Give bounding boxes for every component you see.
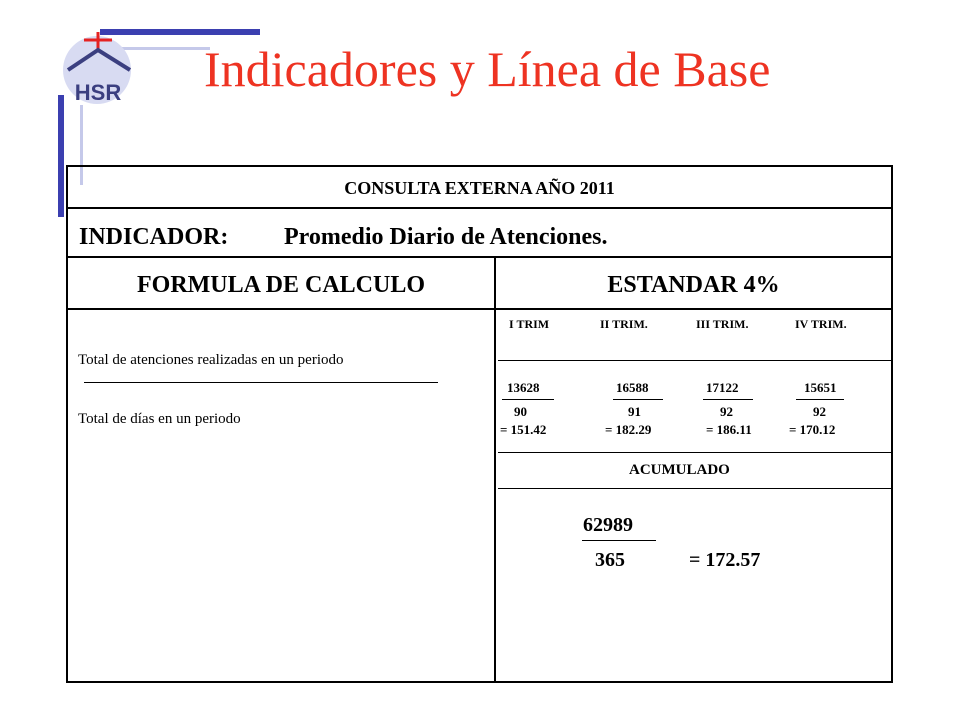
accumulated-bottom-divider <box>498 488 891 489</box>
quarter-1-fraction-line <box>502 399 554 400</box>
quarter-4-numerator: 15651 <box>804 380 837 395</box>
row-divider <box>68 207 891 209</box>
quarter-4-denominator: 92 <box>813 404 826 419</box>
hospital-logo-icon <box>60 30 140 110</box>
quarter-3-label: III TRIM. <box>696 317 749 331</box>
quarter-4-label: IV TRIM. <box>795 317 847 331</box>
quarter-3-numerator: 17122 <box>706 380 739 395</box>
quarter-1-result: = 151.42 <box>500 422 547 437</box>
quarter-4-result: = 170.12 <box>789 422 836 437</box>
logo-letters: HSR <box>74 80 122 105</box>
decorative-left-bar <box>58 95 64 217</box>
quarter-1-label: I TRIM <box>509 317 550 331</box>
page-title: Indicadores y Línea de Base <box>204 41 771 97</box>
accumulated-denominator: 365 <box>595 549 625 571</box>
indicator-table <box>66 165 893 683</box>
formula-numerator: Total de atenciones realizadas en un periodo <box>78 352 344 368</box>
indicator-label: INDICADOR: <box>79 224 229 250</box>
column-divider <box>494 256 496 681</box>
quarter-2-denominator: 91 <box>628 404 641 419</box>
accumulated-fraction-line <box>582 540 656 541</box>
quarter-2-fraction-line <box>613 399 663 400</box>
quarter-header-divider <box>498 360 891 361</box>
quarter-4-fraction-line <box>796 399 844 400</box>
quarter-2-result: = 182.29 <box>605 422 652 437</box>
accumulated-top-divider <box>498 452 891 453</box>
table-header: CONSULTA EXTERNA AÑO 2011 <box>344 178 615 198</box>
quarter-1-denominator: 90 <box>514 404 527 419</box>
quarter-1-numerator: 13628 <box>507 380 540 395</box>
accumulated-numerator: 62989 <box>583 514 633 536</box>
column-header-standard: ESTANDAR 4% <box>607 272 780 298</box>
accumulated-result: = 172.57 <box>689 549 761 571</box>
accumulated-label: ACUMULADO <box>629 462 730 478</box>
column-header-formula: FORMULA DE CALCULO <box>136 272 425 298</box>
row-divider <box>68 256 891 258</box>
indicator-value: Promedio Diario de Atenciones. <box>284 224 608 250</box>
quarter-3-result: = 186.11 <box>706 422 752 437</box>
quarter-2-numerator: 16588 <box>616 380 649 395</box>
formula-denominator: Total de días en un periodo <box>78 411 241 427</box>
formula-fraction-line <box>84 382 438 383</box>
row-divider <box>68 308 891 310</box>
quarter-2-label: II TRIM. <box>600 317 648 331</box>
quarter-3-denominator: 92 <box>720 404 733 419</box>
quarter-3-fraction-line <box>703 399 753 400</box>
